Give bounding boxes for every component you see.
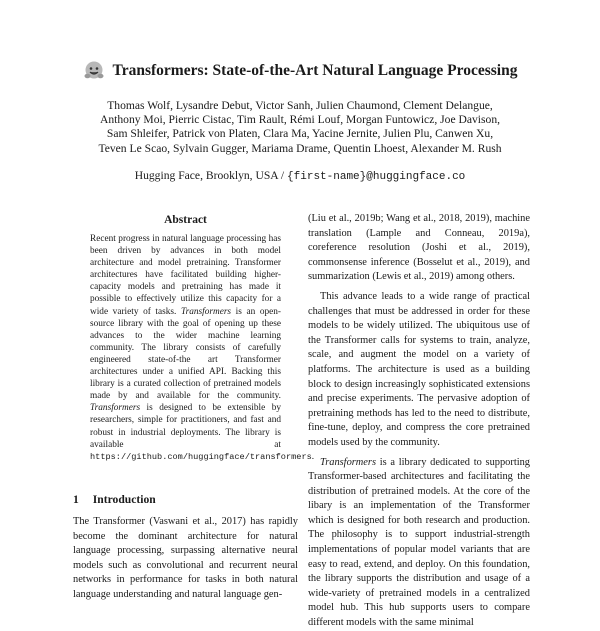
paragraph: (Liu et al., 2019b; Wang et al., 2018, 2019), machine translation (Lample and Conneau, 2019a), coreference resolution (Joshi et al., 2019), commonsense inference (Bosselut et al., 2019), and summarization (Lewis et al., 2019) among others. [308, 213, 530, 283]
affiliation-email: {first-name}@huggingface.co [287, 171, 466, 183]
section-number: 1 [73, 493, 79, 506]
affiliation [0, 169, 600, 183]
right-column [308, 212, 530, 631]
library-url-link[interactable]: https://github.com/huggingface/transformers [90, 451, 312, 462]
title-row [0, 60, 600, 82]
paper-title: Transformers: State-of-the-Art Natural Language Processing [112, 62, 518, 79]
author-line: Sam Shleifer, Patrick von Platen, Clara Ma, Yacine Jernite, Julien Plu, Canwen Xu, [106, 127, 494, 141]
author-line: Teven Le Scao, Sylvain Gugger, Mariama Drame, Quentin Lhoest, Alexander M. Rush [98, 141, 502, 155]
author-line: Anthony Moi, Pierric Cistac, Tim Rault, Rémi Louf, Morgan Funtowicz, Joe Davison, [99, 113, 501, 127]
author-list [0, 99, 600, 156]
hugging-face-emoji-icon [83, 60, 105, 82]
abstract-heading: Abstract [164, 214, 207, 226]
abstract-text: Recent progress in natural language processing has been driven by advances in both model architecture and model pretraining. Transformer architectures have facilitated building higher-capacity models and pretraining has made it possible to effectively utilize this capacity for a wide variety of tasks. Transformers is an open-source library with the goal of opening up these advances to the wider machine learning community. The library consists of carefully engineered state-of-the art Transformer architectures under a unified API. Backing this library is a curated collection of pretrained models made by and available for the community. Transformers is designed to be extensible by researchers, simple for practitioners, and fast and robust in industrial deployments. The library is available at https://github.com/huggingface/transformers. [90, 234, 315, 462]
paragraph: Transformers is a library dedicated to supporting Transformer-based architectures and facilitating the distribution of pretrained models. At the core of the libary is an implementation of the Transformer which is designed for both research and production. The philosophy is to support industrial-strength implementations of popular model variants that are easy to read, extend, and deploy. On this foundation, the library supports the distribution and usage of a wide-variety of pretrained models in a centralized model hub. This hub supports users to compare different models with the same minimal [308, 456, 530, 629]
section-heading [73, 493, 156, 506]
introduction-text: The Transformer (Vaswani et al., 2017) has rapidly become the dominant architecture for natural language processing, surpassing alternative neural models such as convolutional and recurrent neural networks in performance for tasks in both natural language understanding and natural language gen- [73, 516, 298, 600]
paragraph: This advance leads to a wide range of practical challenges that must be addressed in order for these models to be widely utilized. The ubiquitous use of the Transformer calls for systems to train, analyze, scale, and augment the model on a variety of platforms. The architecture is used as a building block to design increasingly sophisticated extensions and precise experiments. The pervasive adoption of pretraining methods has led to the need to distribute, fine-tune, deploy, and compress the core pretrained models used by the community. [308, 290, 530, 448]
author-line: Thomas Wolf, Lysandre Debut, Victor Sanh, Julien Chaumond, Clement Delangue, [107, 99, 493, 112]
abstract-section [73, 214, 315, 463]
affiliation-org: Hugging Face, Brooklyn, USA / [134, 169, 288, 182]
section-title: Introduction [92, 493, 156, 506]
